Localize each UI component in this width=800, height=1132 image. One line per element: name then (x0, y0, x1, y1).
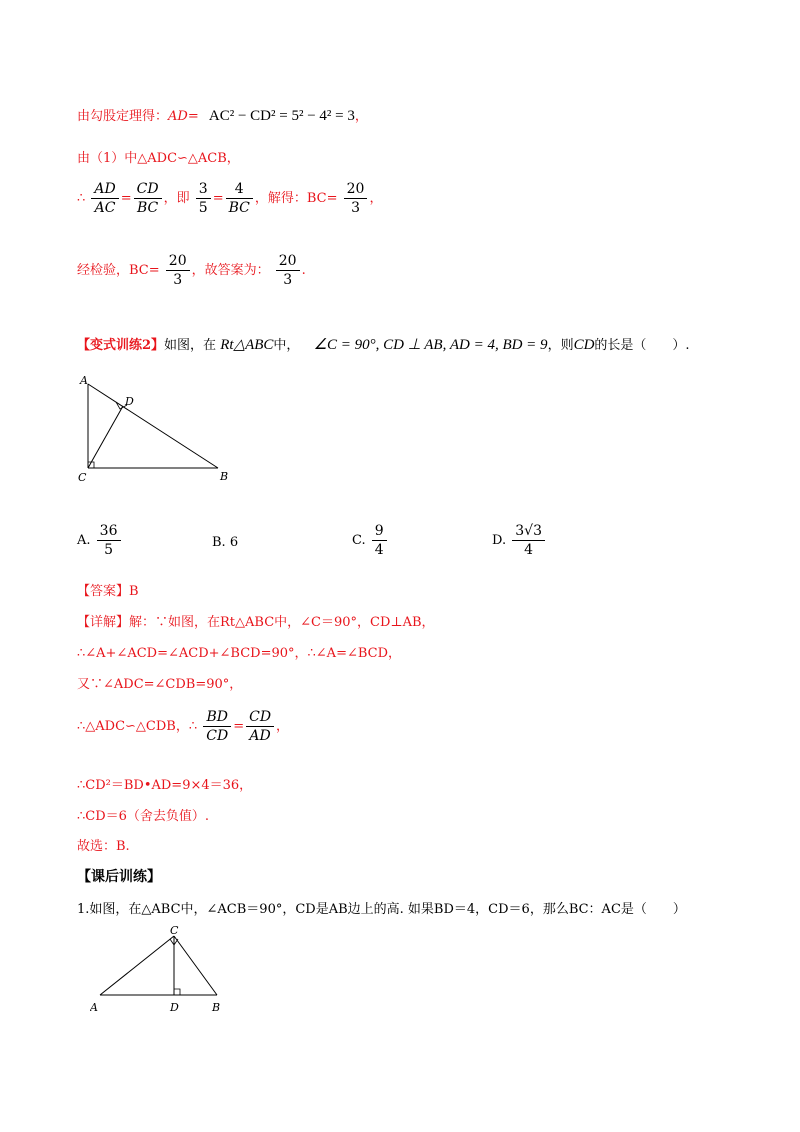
text: 如图，在 (164, 338, 217, 353)
numerator: 3√3 (515, 523, 542, 539)
text: ，则 (547, 338, 574, 353)
option-value: 6 (229, 535, 239, 550)
explanation-line-7: 故选：B. (77, 839, 130, 854)
numerator: AD (94, 181, 116, 197)
denominator: 3 (276, 270, 300, 289)
fraction (512, 522, 545, 559)
text: ，故答案为： (191, 263, 270, 278)
text: 由勾股定理得： (77, 109, 169, 124)
denominator: 4 (372, 540, 387, 559)
numerator: 20 (346, 181, 365, 197)
text: ，即 (163, 191, 190, 206)
triangle-figure-2 (76, 374, 236, 486)
denominator: BC (134, 198, 162, 217)
denominator: 3 (344, 198, 368, 217)
explanation-line-4: ∴△ADC∽△CDB，∴ $\frac{BD}{CD}$ = $\frac{CD}{AD}$ ， (77, 709, 290, 744)
segment-cd: CD (573, 337, 595, 353)
denominator: CD (203, 726, 231, 745)
explanation-line-3: 又∵∠ADC=∠CDB=90°， (77, 677, 243, 692)
fraction (91, 180, 118, 217)
option-d[interactable] (492, 522, 547, 559)
denominator: 5 (196, 198, 211, 217)
explanation-line-5: ∴CD²＝BD•AD=9×4＝36， (77, 778, 253, 793)
text: 中， (273, 338, 300, 353)
text: ，解得：BC= (254, 191, 338, 206)
option-label: C. (352, 533, 366, 548)
label-d: D (125, 395, 134, 408)
fraction (97, 522, 121, 559)
text: ， (276, 719, 290, 734)
text: ， (369, 191, 383, 206)
fraction (203, 708, 231, 745)
text: . (301, 263, 306, 278)
question-tag: 【变式训练2】 (77, 338, 165, 353)
option-label: D. (492, 533, 507, 548)
numerator: 20 (168, 253, 187, 269)
therefore-symbol: ∴ (77, 191, 86, 206)
label-c: C (78, 471, 87, 484)
numerator: 36 (99, 523, 118, 539)
numerator: 20 (278, 253, 297, 269)
label-b: B (212, 1001, 221, 1014)
condition-formula: ∠C = 90°, CD ⊥ AB, AD = 4, BD = 9 (313, 337, 548, 353)
solution-line-4 (77, 252, 306, 289)
explanation-line-6: ∴CD＝6（舍去负值）. (77, 809, 210, 824)
fraction (134, 180, 162, 217)
explanation-line-2: ∴∠A+∠ACD=∠ACD+∠BCD=90°，∴∠A=∠BCD， (77, 646, 402, 661)
numerator: 9 (374, 523, 384, 539)
section-title: 【课后训练】 (77, 869, 161, 885)
fraction (344, 180, 368, 217)
fraction (166, 252, 190, 289)
numerator: CD (136, 181, 159, 197)
answer-line: 【答案】B (77, 584, 139, 599)
text: AD= (168, 109, 199, 124)
option-label: B. (212, 535, 226, 550)
triangle-name: Rt△ABC (220, 337, 274, 353)
question-2 (77, 336, 690, 355)
text: 的长是（ ）. (594, 338, 690, 353)
explanation-line-1: 【详解】解：∵如图，在Rt△ABC中，∠C＝90°，CD⊥AB， (77, 615, 435, 630)
pythagoras-formula: AC² − CD² = 5² − 4² = 3 (208, 108, 355, 124)
denominator: 4 (512, 540, 545, 559)
label-d: D (170, 1001, 179, 1014)
option-b[interactable] (212, 534, 238, 552)
fraction (226, 180, 253, 217)
option-a[interactable] (77, 522, 123, 559)
label-a: A (80, 374, 88, 387)
solution-line-1 (77, 107, 368, 126)
label-a: A (90, 1001, 98, 1014)
numerator: BD (206, 709, 228, 725)
numerator: CD (249, 709, 272, 725)
fraction (246, 708, 274, 745)
solution-line-3: ∴ $\frac{AD}{AC}$ = $\frac{CD}{BC}$ ，即 $\frac{3}{5}$ = $\frac{4}{BC}$ ，解得：BC= $\frac{20}{3}$ ， (77, 181, 383, 216)
homework-question-1: 1.如图，在△ABC中，∠ACB＝90°，CD是AB边上的高. 如果BD＝4，CD＝6，那么BC：AC是（ ） (77, 902, 686, 917)
fraction (372, 522, 387, 559)
label-b: B (220, 470, 229, 483)
text: ∴△ADC∽△CDB，∴ (77, 719, 198, 734)
option-c[interactable] (352, 522, 389, 559)
denominator: AD (246, 726, 274, 745)
text: ， (354, 109, 368, 124)
fraction (196, 180, 211, 217)
numerator: 4 (234, 181, 244, 197)
text: 经检验，BC= (77, 263, 160, 278)
denominator: BC (226, 198, 253, 217)
fraction (276, 252, 300, 289)
numerator: 3 (198, 181, 208, 197)
denominator: AC (91, 198, 118, 217)
denominator: 3 (166, 270, 190, 289)
solution-line-2: 由（1）中△ADC∽△ACB， (77, 151, 240, 166)
triangle-figure-1 (90, 923, 230, 1015)
label-c: C (170, 924, 179, 937)
denominator: 5 (97, 540, 121, 559)
option-label: A. (77, 533, 91, 548)
